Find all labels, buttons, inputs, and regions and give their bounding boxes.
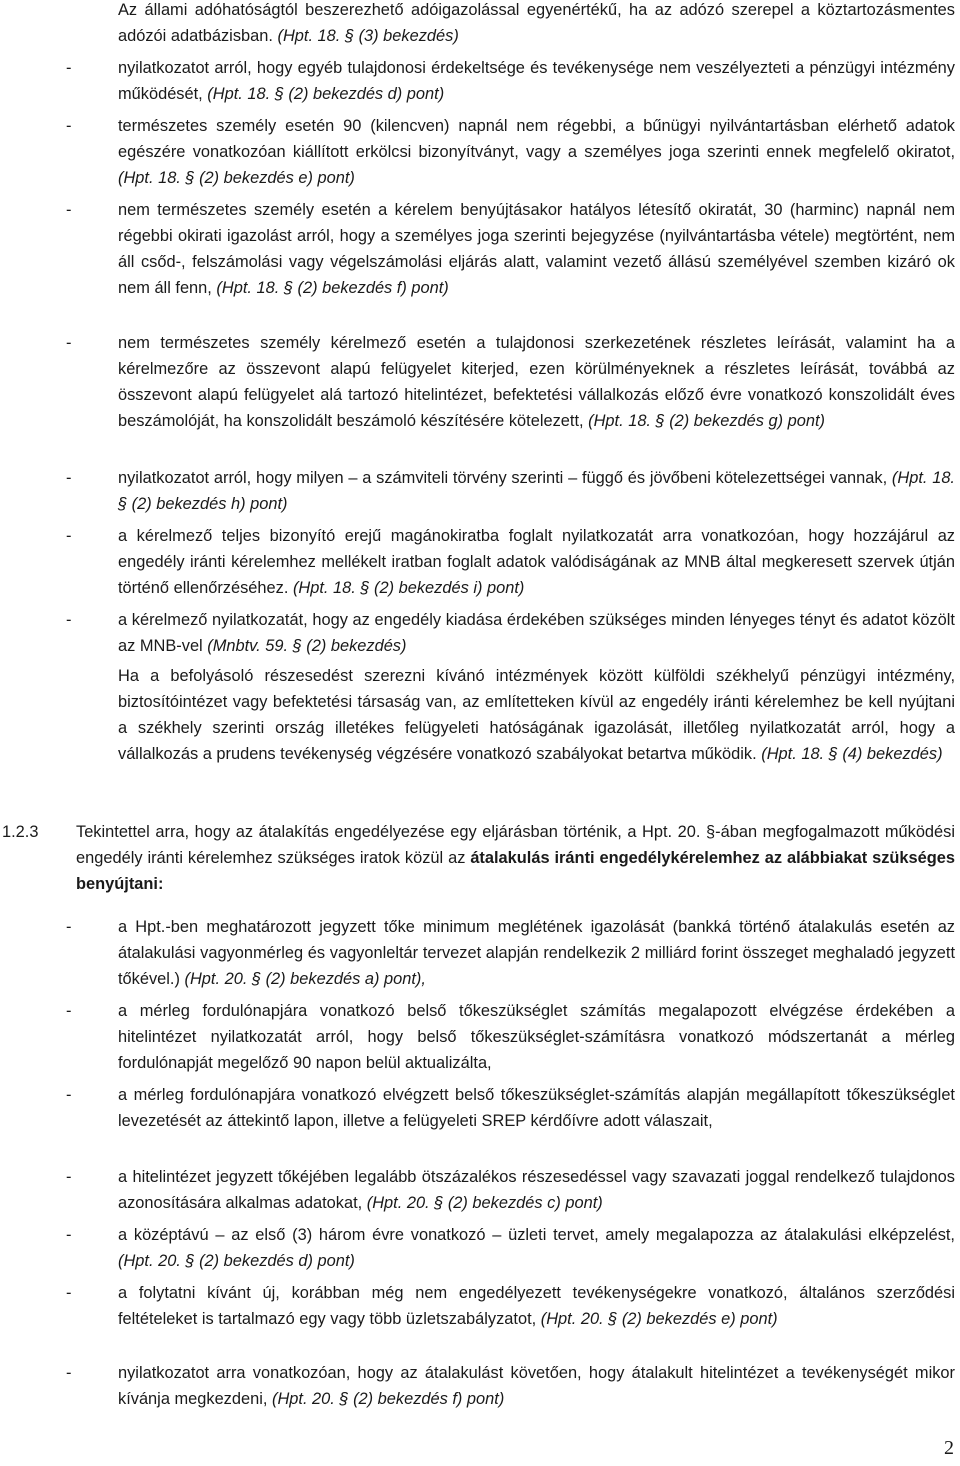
- list-item-dash: -: [66, 1226, 72, 1244]
- list-item-dash: -: [66, 59, 72, 77]
- list-item-dash: -: [66, 469, 72, 487]
- list-item: a folytatni kívánt új, korábban még nem engedélyezett tevékenységekre vonatkozó, általános szerződési feltételeket is tartalmazó egy vagy több üzletszabályzatot, (Hpt. 20. § (2) bekezdés e) pont): [118, 1284, 955, 1328]
- list-item: nyilatkozatot arról, hogy milyen – a számviteli törvény szerinti – függő és jövőbeni kötelezettségei vannak, (Hpt. 18. § (2) bekezdés h) pont): [118, 469, 955, 513]
- list-item-dash: -: [66, 1364, 72, 1382]
- list-item-dash: -: [66, 527, 72, 545]
- list-item: a kérelmező nyilatkozatát, hogy az engedély kiadása érdekében szükséges minden lényeges tényt és adatot közölt az MNB-vel (Mnbtv. 59. § (2) bekezdés): [118, 611, 955, 655]
- list-item-dash: -: [66, 1002, 72, 1020]
- list-item-dash: -: [66, 1284, 72, 1302]
- list-item: a középtávú – az első (3) három évre vonatkozó – üzleti tervet, amely megalapozza az átalakulási elképzelést, (Hpt. 20. § (2) bekezdés d) pont): [118, 1226, 955, 1270]
- list-item: a hitelintézet jegyzett tőkéjében legalább ötszázalékos részesedéssel vagy szavazati joggal rendelkező tulajdonos azonosítására alkalmas adatokat, (Hpt. 20. § (2) bekezdés c) pont): [118, 1168, 955, 1212]
- list-item: a Hpt.-ben meghatározott jegyzett tőke minimum meglétének igazolását (bankká történő átalakulás esetén az átalakulási vagyonmérleg és vagyonleltár tervezet alapján rendelkezik 2 milliárd forint összeget meghaladó jegyzett tőkével.) (Hpt. 20. § (2) bekezdés a) pont),: [118, 918, 955, 988]
- list-item: nem természetes személy kérelmező esetén a tulajdonosi szerkezetének részletes leírását, valamint ha a kérelmezőre az összevont alapú felügyelet kiterjed, ezen körülményeknek a részletes leírását, továbbá az összevont alapú felügyelet alá tartozó hitelintézet, befektetési vállalkozás előző évre vonatkozó konszolidált éves beszámolóját, ha konszolidált beszámoló készítésére kötelezett, (Hpt. 18. § (2) bekezdés g) pont): [118, 334, 955, 430]
- section-number: 1.2.3: [2, 823, 39, 841]
- list-item-dash: -: [66, 1086, 72, 1104]
- list-item: nyilatkozatot arra vonatkozóan, hogy az átalakulást követően, hogy átalakult hitelintézet a tevékenységét mikor kívánja megkezdeni, (Hpt. 20. § (2) bekezdés f) pont): [118, 1364, 955, 1408]
- list-item-dash: -: [66, 117, 72, 135]
- section-intro: Tekintettel arra, hogy az átalakítás engedélyezése egy eljárásban történik, a Hpt. 20. §-ában megfogalmazott működési engedély iránti kérelemhez szükséges iratok közül az átalakulás iránti engedélykérelemhez az alábbiakat szükséges benyújtani:: [76, 823, 955, 893]
- page-number: 2: [944, 1437, 954, 1459]
- list-item-dash: -: [66, 1168, 72, 1186]
- list-item: nem természetes személy esetén a kérelem benyújtásakor hatályos létesítő okiratát, 30 (harminc) napnál nem régebbi okirati igazolást arról, hogy a személyes joga szerinti bejegyzése (nyilvántartásba vétele) megtörtént, nem áll csőd-, felszámolási vagy végelszámolási eljárás alatt, valamint vezető állású személyével szemben kizáró ok nem áll fenn, (Hpt. 18. § (2) bekezdés f) pont): [118, 201, 955, 297]
- list-item-dash: -: [66, 611, 72, 629]
- list-item: a mérleg fordulónapjára vonatkozó elvégzett belső tőkeszükséglet-számítás alapján megállapított tőkeszükséglet levezetését az áttekintő lapon, illetve a felügyeleti SREP kérdőívre adott válaszait,: [118, 1086, 955, 1130]
- top-paragraph: Az állami adóhatóságtól beszerezhető adóigazolással egyenértékű, ha az adózó szerepel a köztartozásmentes adózói adatbázisban. (Hpt. 18. § (3) bekezdés): [118, 1, 955, 45]
- list-item: természetes személy esetén 90 (kilencven) napnál nem régebbi, a bűnügyi nyilvántartásban elérhető adatok egészére vonatkozóan kiállított erkölcsi bizonyítványt, vagy a személyes joga szerinti ennek megfelelő okiratot, (Hpt. 18. § (2) bekezdés e) pont): [118, 117, 955, 187]
- list-item-dash: -: [66, 918, 72, 936]
- list-item-dash: -: [66, 334, 72, 352]
- list-item: a kérelmező teljes bizonyító erejű magánokiratba foglalt nyilatkozatát arra vonatkozóan, hogy hozzájárul az engedély iránti kérelemhez mellékelt iratban foglalt adatok valódiságának az MNB által megkeresett szervek útján történő ellenőrzéséhez. (Hpt. 18. § (2) bekezdés i) pont): [118, 527, 955, 597]
- list-item: nyilatkozatot arról, hogy egyéb tulajdonosi érdekeltsége és tevékenysége nem veszélyezteti a pénzügyi intézmény működését, (Hpt. 18. § (2) bekezdés d) pont): [118, 59, 955, 103]
- foreign-institution-paragraph: Ha a befolyásoló részesedést szerezni kívánó intézmények között külföldi székhelyű pénzügyi intézmény, biztosítóintézet vagy befektetési társaság van, az említetteken kívül az engedély iránti kérelemhez be kell nyújtani a székhely szerinti ország illetékes felügyeleti hatóságának igazolását, illetőleg nyilatkozatát arról, hogy a vállalkozás a prudens tevékenység végzésére vonatkozó szabályokat betartva működik. (Hpt. 18. § (4) bekezdés): [118, 667, 955, 763]
- list-item-dash: -: [66, 201, 72, 219]
- list-item: a mérleg fordulónapjára vonatkozó belső tőkeszükséglet számítás megalapozott elvégzése érdekében a hitelintézet nyilatkozatát arról, hogy belső tőkeszükséglet-számításra vonatkozó módszertanát a mérleg fordulónapját megelőző 90 napon belül aktualizálta,: [118, 1002, 955, 1072]
